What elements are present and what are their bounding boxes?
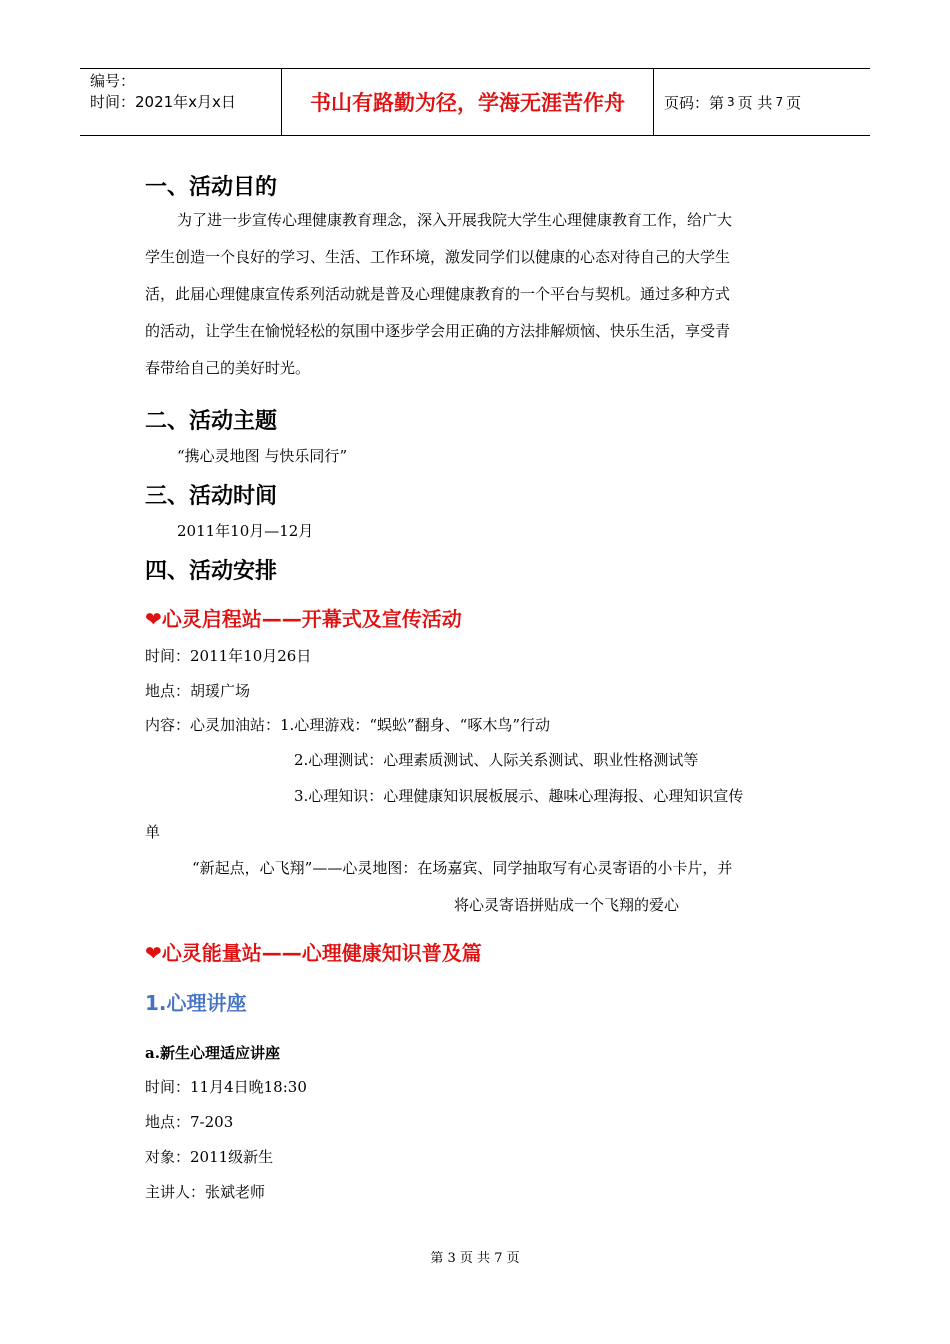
section-1-title: 一、活动目的 [145, 175, 278, 200]
station-1-title: ❤心灵启程站——开幕式及宣传活动 [145, 607, 462, 631]
header-motto: 书山有路勤为径，学海无涯苦作舟 [281, 69, 654, 135]
s1-line-5: 春带给自己的美好时光。 [145, 359, 311, 377]
lecture-time: 时间：11月4日晚18:30 [145, 1078, 307, 1096]
page-header [80, 68, 870, 136]
header-page-info [654, 69, 870, 135]
lecture-heading: 1.心理讲座 [145, 991, 247, 1015]
station-1-content-1: 内容：心灵加油站：1.心理游戏：“蜈蚣”翻身、“啄木鸟”行动 [145, 716, 550, 734]
station-1-time: 时间：2011年10月26日 [145, 647, 312, 665]
page-total: 7 [775, 95, 784, 109]
section-2-title: 二、活动主题 [145, 409, 278, 434]
lecture-speaker: 主讲人：张斌老师 [145, 1183, 266, 1201]
page-number: 3 [727, 95, 735, 109]
page-mid: 页 共 [737, 93, 773, 112]
station-2-title: ❤心灵能量站——心理健康知识普及篇 [145, 941, 482, 965]
lecture-place: 地点：7-203 [145, 1113, 234, 1131]
lecture-a-title: a.新生心理适应讲座 [145, 1044, 280, 1062]
page-prefix: 页码：第 [664, 93, 725, 112]
s1-line-1: 为了进一步宣传心理健康教育理念，深入开展我院大学生心理健康教育工作，给广大 [177, 211, 733, 229]
section-3-title: 三、活动时间 [145, 484, 278, 509]
s1-line-4: 的活动，让学生在愉悦轻松的氛围中逐步学会用正确的方法排解烦恼、快乐生活，享受青 [145, 322, 731, 340]
section-2-body: “携心灵地图 与快乐同行” [177, 447, 348, 465]
section-3-body: 2011年10月—12月 [177, 522, 314, 540]
section-4-title: 四、活动安排 [145, 559, 278, 584]
station-1-content-3: 3.心理知识：心理健康知识展板展示、趣味心理海报、心理知识宣传 [294, 787, 744, 805]
station-1-map-line-1: “新起点，心飞翔”——心灵地图：在场嘉宾、同学抽取写有心灵寄语的小卡片，并 [192, 859, 733, 877]
date-line: 时间：2021年x月x日 [90, 93, 236, 111]
lecture-audience: 对象：2011级新生 [145, 1148, 274, 1166]
serial-label: 编号： [90, 72, 136, 90]
page-footer: 第 3 页 共 7 页 [430, 1251, 520, 1266]
station-1-place: 地点：胡瑗广场 [145, 682, 251, 700]
station-1-map-line-2: 将心灵寄语拼贴成一个飞翔的爱心 [454, 896, 680, 914]
station-1-content-2: 2.心理测试：心理素质测试、人际关系测试、职业性格测试等 [294, 751, 699, 769]
section-1-body [145, 202, 807, 387]
station-1-content-3-wrap: 单 [145, 823, 161, 841]
page-suffix: 页 [786, 93, 802, 112]
header-meta [80, 69, 281, 135]
s1-line-2: 学生创造一个良好的学习、生活、工作环境，激发同学们以健康的心态对待自己的大学生 [145, 248, 731, 266]
s1-line-3: 活，此届心理健康宣传系列活动就是普及心理健康教育的一个平台与契机。通过多种方式 [145, 285, 731, 303]
